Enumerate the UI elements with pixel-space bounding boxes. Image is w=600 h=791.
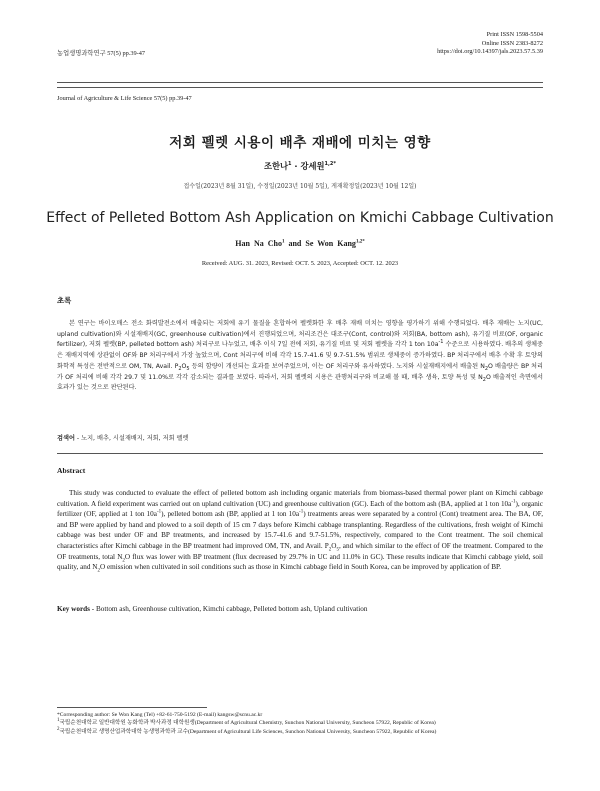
footnote-rule	[57, 707, 207, 708]
abstract-kr-heading: 초록	[57, 296, 72, 305]
dates-kr: 접수일(2023년 8월 31일), 수정일(2023년 10월 5일), 게재확정일(2023년 10월 12일)	[183, 183, 417, 190]
authors-kr: 조한나$^1$ · 강세원$^{1,2*}$	[264, 161, 336, 171]
dates-en: Received: AUG. 31. 2023, Revised: OCT. 5. 2023, Accepted: OCT. 12. 2023	[201, 260, 399, 267]
keywords-en: Key words - Bottom ash, Greenhouse cultivation, Kimchi cabbage, Pelleted bottom ash, Upland cultivation	[57, 605, 368, 613]
affiliation-1: $^1$국립순천대학교 일반대학원 농화학과 박사과정 대학원생(Department of Agricultural Chemistry, Sunchon National University, Suncheon 57922, Republic of Korea)	[57, 718, 436, 727]
journal-kr: 농업생명과학연구 57(5) pp.39-47	[57, 50, 146, 57]
header-right	[437, 31, 543, 57]
title-kr: 저회 펠렛 시용이 배추 재배에 미치는 영향	[169, 135, 431, 151]
journal-en: Journal of Agriculture & Life Science 57(5) pp.39-47	[57, 95, 192, 102]
title-en: Effect of Pelleted Bottom Ash Application on Kmichi Cabbage Cultivation	[46, 210, 554, 226]
abstract-en-body: This study was conducted to evaluate the effect of pelleted bottom ash including organic materials from biomass-based thermal power plant on Kimchi cabbage cultivation. A field experiment was carried out on upland cultivation (UC) and greenhouse cultivation (GC). Each of the bottom ash (BA, applied at 1 ton $10a^{-1}$), organic fertilizer (OF, applied at 1 ton $10a^{-1}$), pelleted bottom ash (BP, applied at 1 ton $10a^{-1}$) treatments areas were separated by a control (Cont) treatment area. The BA, OF, and BP were applied by hand and plowed to a soil depth of 15 cm 7 days before Kimchi cabbage transplanting. Regardless of the cultivations, fresh weight of Kimchi cabbage was best under OF and BP treatments, and increased by 15.7-41.6 and 9.7-51.5%, respectively, compared to the Cont treatment. The soil chemical characteristics after Kimchi cabbage in the BP treatment had improved OM, TN, and Avail. $P_2O_5$, and which similar to the effect of OF the treatment. Compared to the OF treatments, total $N_2O$ flux was lower with BP treatment (flux decreased by 29.7% in UC and 11.0% in GC). These results indicate that Kimchi cabbage yield, soil quality, and $N_2O$ emission when cultivated in soil conditions such as those in Kimchi cabbage field in South Korea, can be improved by application of BP.	[57, 489, 543, 574]
footnotes	[57, 711, 543, 736]
abstract-kr-body: 본 연구는 바이오매스 전소 화력발전소에서 배출되는 저회에 유기 물질을 혼합하여 펠렛화한 후 배추 재배 미치는 영향을 평가하기 위해 수행되었다. 배추 재배는 노지(UC, upland cultivation)와 시설재배지(GC, greenhouse cultivation)에서 진행되었으며, 처리조건은 대조구(Cont, control)와 저회(BA, bottom ash), 유기질 비료(OF, organic fertilizer), 저회 펠렛(BP, pelleted bottom ash) 처리구로 나누었고, 배추 이식 7일 전에 저회, 유기질 비료 및 저회 펠렛을 각각 1 ton $10a^{-1}$ 수준으로 시용하였다. 배추의 생체중은 재배지역에 상관없이 OF와 BP 처리구에서 가장 높았으며, Cont 처리구에 비해 각각 15.7-41.6 및 9.7-51.5% 범위로 생체중이 증가하였다. BP 처리구에서 배추 수확 후 토양의 화학적 특성은 전반적으로 OM, TN, Avail. $P_2O_5$ 등의 함량이 개선되는 효과를 보여주었으며, 이는 OF 처리구와 유사하였다. 노지와 시설재배지에서 배출된 $N_2O$ 배출량은 BP 처리가 OF 처리에 비해 각각 29.7 및 11.0%로 각각 감소되는 결과를 보였다. 따라서, 저회 펠렛의 시용은 관행처리구와 비교해 볼 때, 배추 생육, 토양 특성 및 $N_2O$ 배출적인 측면에서 효과가 있는 것으로 판단된다.	[57, 320, 544, 392]
print-issn: Print ISSN 1598-5504	[486, 31, 543, 38]
header-rule-top	[57, 82, 543, 83]
section-divider	[57, 453, 543, 454]
abstract-en-heading: Abstract	[57, 466, 86, 475]
doi-link[interactable]: https://doi.org/10.14397/jals.2023.57.5.39	[437, 48, 543, 56]
header-rule-bottom	[57, 87, 543, 88]
corresponding-author: *Corresponding author: Se Won Kang (Tel) +82-61-750-5192 (E-mail) kangsw@scnu.ac.kr	[57, 712, 263, 718]
keywords-kr: 검색어 - 노지, 배추, 시설재배지, 저회, 저회 펠렛	[57, 435, 189, 442]
affiliation-2: $^2$국립순천대학교 생명산업과학대학 농생명과학과 교수(Department of Agricultural Life Sciences, Sunchon National University, Suncheon 57922, Republic of Korea)	[57, 726, 437, 735]
online-issn: Online ISSN 2383-8272	[481, 39, 543, 47]
authors-en: Han Na Cho$^1$ and Se Won Kang$^{1,2*}$	[235, 239, 365, 248]
